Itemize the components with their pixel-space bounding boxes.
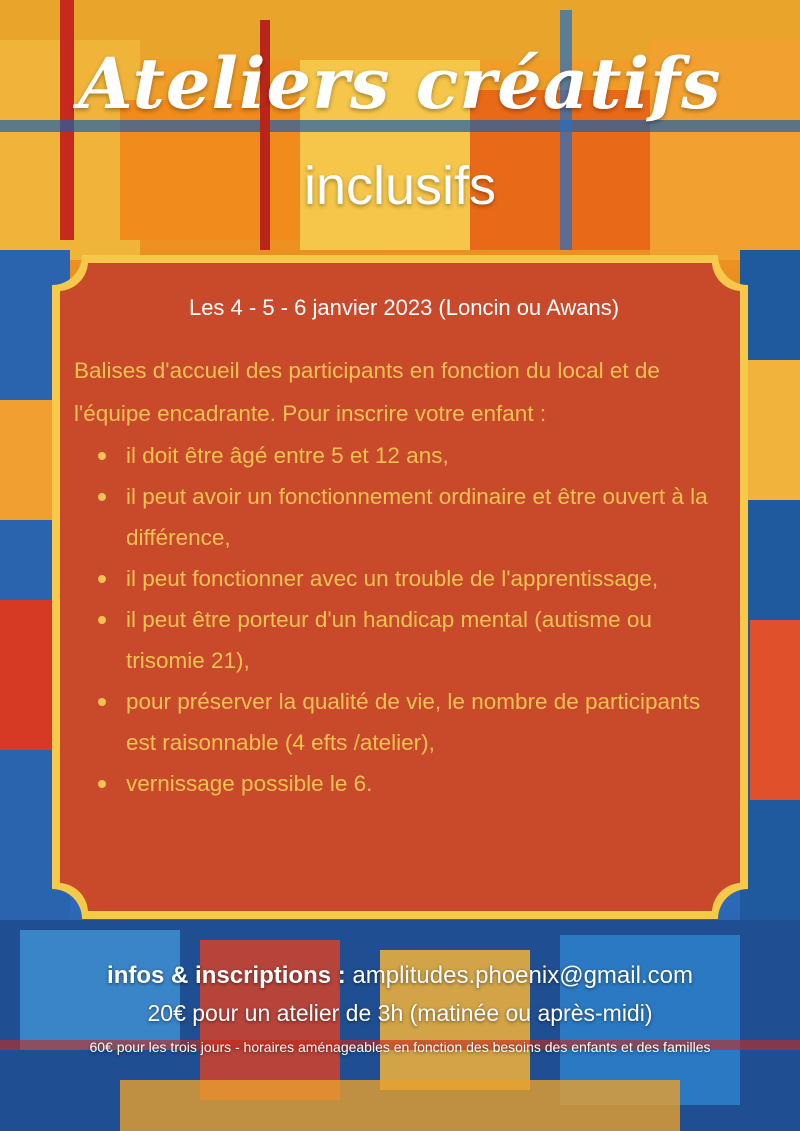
bullet-icon — [98, 452, 106, 460]
schedule-note: 60€ pour les trois jours - horaires aménageables en fonction des besoins des enfants et des familles — [89, 1039, 711, 1055]
list-item — [74, 435, 736, 476]
contact-line — [0, 962, 800, 990]
criterion-text: il doit être âgé entre 5 et 12 ans, — [126, 443, 449, 468]
intro-text: Balises d'accueil des participants en fonction du local et de l'équipe encadrante. Pour inscrire votre enfant : — [74, 358, 660, 426]
panel-content — [74, 285, 734, 804]
criterion-text: il peut avoir un fonctionnement ordinaire et être ouvert à la différence, — [126, 484, 708, 550]
bullet-icon — [98, 575, 106, 583]
list-item — [74, 476, 736, 558]
page-subtitle: inclusifs — [303, 156, 497, 216]
criteria-list — [74, 435, 734, 804]
criterion-text: il peut être porteur d'un handicap mental (autisme ou trisomie 21), — [126, 607, 652, 673]
bullet-icon — [98, 493, 106, 501]
list-item — [74, 599, 736, 681]
contact-label: infos & inscriptions : — [107, 962, 346, 989]
bullet-icon — [98, 616, 106, 624]
criterion-text: vernissage possible le 6. — [126, 771, 373, 796]
page-title: Ateliers créatifs — [78, 42, 722, 125]
bullet-icon — [98, 780, 106, 788]
bullet-icon — [98, 698, 106, 706]
event-dates: Les 4 - 5 - 6 janvier 2023 (Loncin ou Awans) — [188, 295, 620, 320]
criterion-text: pour préserver la qualité de vie, le nombre de participants est raisonnable (4 efts /atelier), — [126, 689, 701, 755]
criterion-text: il peut fonctionner avec un trouble de l'apprentissage, — [126, 566, 659, 591]
price-line: 20€ pour un atelier de 3h (matinée ou après-midi) — [147, 1000, 653, 1026]
list-item — [74, 558, 736, 599]
contact-email[interactable]: amplitudes.phoenix@gmail.com — [352, 962, 693, 989]
list-item — [74, 763, 736, 804]
list-item — [74, 681, 736, 763]
